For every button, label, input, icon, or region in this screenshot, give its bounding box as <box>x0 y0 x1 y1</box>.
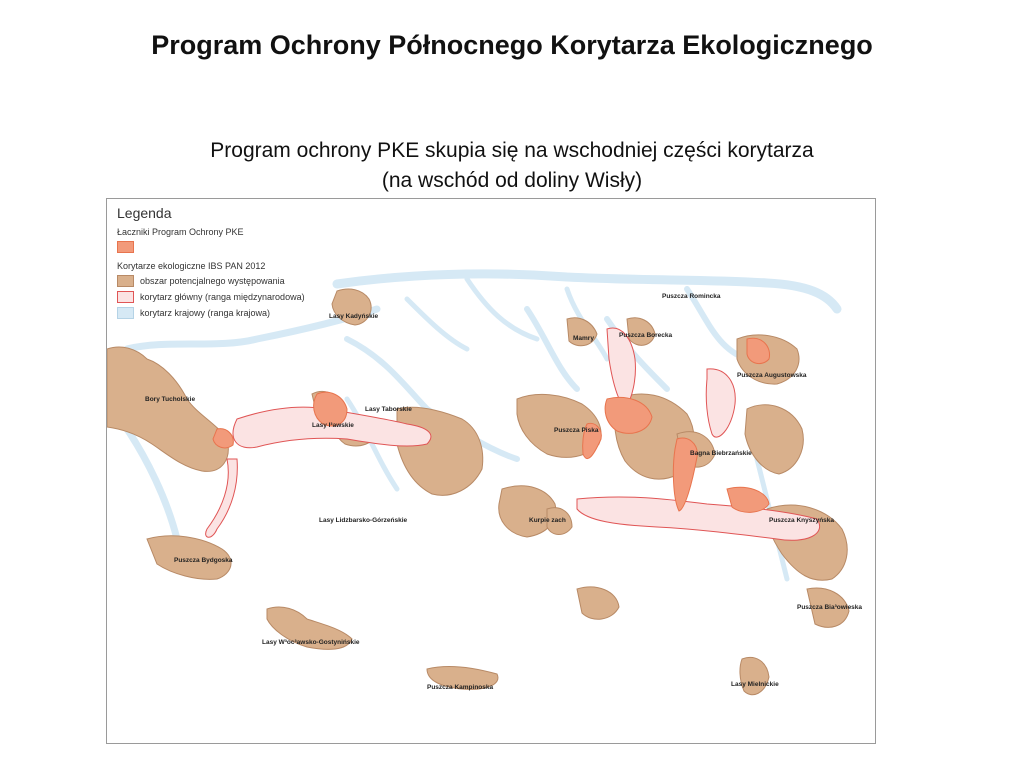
label-kurpie-zach: Kurpie zach <box>529 517 566 524</box>
label-bagna-biebrzanskie: Bagna Biebrzańskie <box>690 450 752 457</box>
legend-item <box>117 307 305 319</box>
label-puszcza-piska: Puszcza Piska <box>554 427 599 434</box>
slide-subtitle <box>0 136 1024 196</box>
label-lasy-lidzbarsko: Lasy Lidzbarsko-Górzeńskie <box>319 517 408 524</box>
label-mamry: Mamry <box>573 335 594 342</box>
subtitle-line-2: (na wschód od doliny Wisły) <box>381 169 643 192</box>
label-puszcza-knyszynska: Puszcza Knyszyńska <box>769 517 835 524</box>
legend-swatch-main <box>117 291 134 303</box>
label-puszcza-bydgoska: Puszcza Bydgoska <box>174 557 233 564</box>
legend-item-label: korytarz główny (ranga międzynarodowa) <box>140 292 305 302</box>
legend-swatch-pke <box>117 241 134 253</box>
label-bory-tucholskie: Bory Tucholskie <box>145 396 196 403</box>
slide-title: Program Ochrony Północnego Korytarza Ekologicznego <box>151 30 873 60</box>
legend-item <box>117 291 305 303</box>
label-lasy-wloclawsko: Lasy W³oc³awsko-Gostynińskie <box>262 639 360 646</box>
legend-item <box>117 275 305 287</box>
legend-title: Legenda <box>117 205 172 221</box>
legend-item-label: korytarz krajowy (ranga krajowa) <box>140 308 271 318</box>
label-lasy-kadynskie: Lasy Kadyńskie <box>329 313 379 320</box>
legend-item-label: obszar potencjalnego występowania <box>140 276 285 286</box>
legend-swatch-area <box>117 275 134 287</box>
label-puszcza-augustowska: Puszcza Augustowska <box>737 372 807 379</box>
label-puszcza-kampinoska: Puszcza Kampinoska <box>427 684 494 691</box>
subtitle-line-1: Program ochrony PKE skupia się na wschodniej części korytarza <box>210 139 814 162</box>
label-puszcza-borecka: Puszcza Borecka <box>619 332 673 339</box>
label-puszcza-romincka: Puszcza Romincka <box>662 293 721 300</box>
legend-swatch-national <box>117 307 134 319</box>
corridor-map <box>106 198 876 744</box>
label-puszcza-bialowieska: Puszcza Bia³owieska <box>797 604 863 611</box>
legend-section-pke: Łaczniki Program Ochrony PKE <box>117 227 244 237</box>
legend-section-corridors: Korytarze ekologiczne IBS PAN 2012 <box>117 261 266 271</box>
label-lasy-mielnickie: Lasy Mielnickie <box>731 681 779 688</box>
map-legend <box>117 205 305 319</box>
label-lasy-taborskie: Lasy Taborskie <box>365 406 412 413</box>
label-lasy-ilawskie: Lasy I³awskie <box>312 422 354 429</box>
